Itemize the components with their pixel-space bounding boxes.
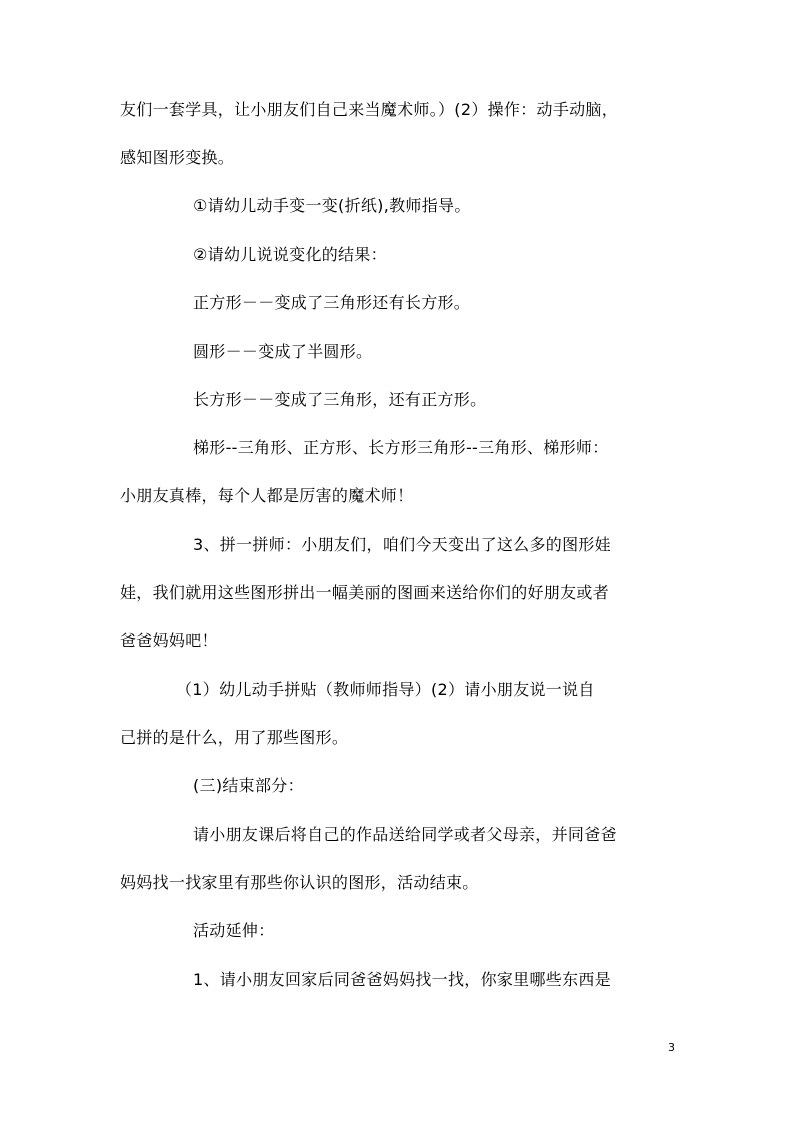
text-line-19: 1、请小朋友回家后同爸爸妈妈找一找，你家里哪些东西是 [193, 970, 611, 989]
text-line-12: 爸爸妈妈吧！ [120, 631, 218, 650]
text-line-17: 妈妈找一找家里有那些你认识的图形，活动结束。 [120, 873, 479, 892]
text-line-9: 小朋友真棒，每个人都是厉害的魔术师！ [120, 486, 414, 505]
text-line-5: 正方形－－变成了三角形还有长方形。 [193, 293, 471, 312]
text-line-18: 活动延伸： [193, 921, 275, 940]
text-line-2: 感知图形变换。 [120, 148, 235, 167]
text-line-10: 3、拼一拼师：小朋友们，咱们今天变出了这么多的图形娃 [193, 535, 611, 554]
text-line-16: 请小朋友课后将自己的作品送给同学或者父母亲，并同爸爸 [193, 825, 617, 844]
text-line-13: （1）幼儿动手拼贴（教师师指导）(2）请小朋友说一说自 [176, 680, 595, 699]
text-line-14: 己拼的是什么，用了那些图形。 [120, 728, 349, 747]
text-line-11: 娃，我们就用这些图形拼出一幅美丽的图画来送给你们的好朋友或者 [120, 583, 610, 602]
text-line-7: 长方形－－变成了三角形，还有正方形。 [193, 390, 487, 409]
text-line-8: 梯形--三角形、正方形、长方形三角形--三角形、梯形师： [193, 438, 609, 457]
text-line-3: ①请幼儿动手变一变(折纸),教师指导。 [193, 196, 471, 215]
page-number: 3 [668, 1041, 675, 1054]
text-line-15: (三)结束部分： [193, 776, 304, 795]
text-line-1: 友们一套学具，让小朋友们自己来当魔术师。）(2）操作：动手动脑， [120, 100, 619, 119]
text-line-6: 圆形－－变成了半圆形。 [193, 342, 373, 361]
text-line-4: ②请幼儿说说变化的结果： [193, 245, 387, 264]
